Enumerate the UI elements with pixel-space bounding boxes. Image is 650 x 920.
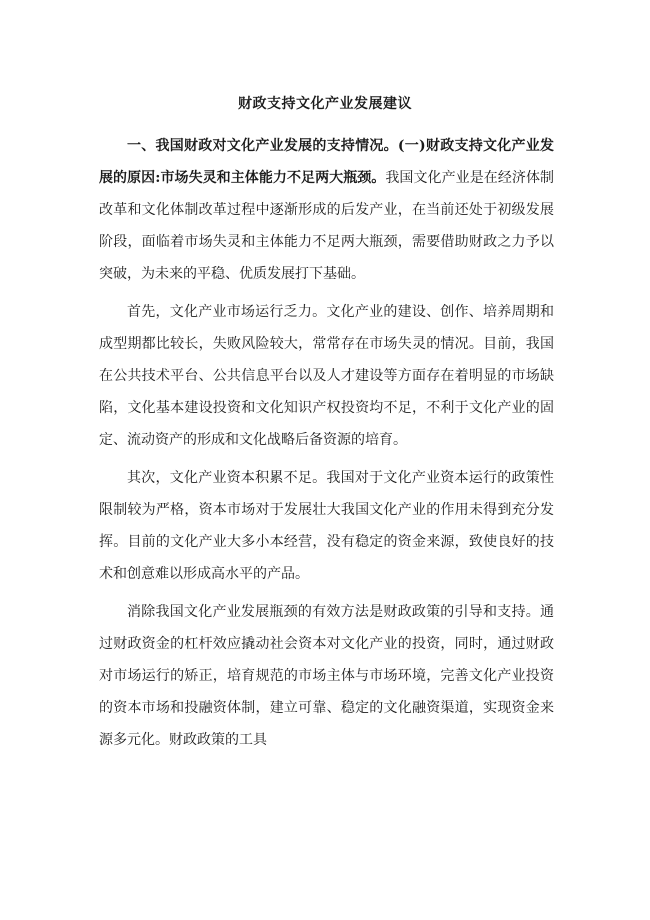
paragraph-3: 其次，文化产业资本积累不足。我国对于文化产业资本运行的政策性限制较为严格，资本市场对于发展壮大我国文化产业的作用未得到充分发挥。目前的文化产业大多小本经营，没有稳定的资金来源，致使良好的技术和创意难以形成高水平的产品。 — [99, 470, 554, 582]
paragraph-1 — [99, 130, 554, 290]
paragraph-4: 消除我国文化产业发展瓶颈的有效方法是财政政策的引导和支持。通过财政资金的杠杆效应撬动社会资本对文化产业的投资，同时，通过财政对市场运行的矫正，培育规范的市场主体与市场环境，完善文化产业投资的资本市场和投融资体制，建立可靠、稳定的文化融资渠道，实现资金来源多元化。财政政策的工具 — [99, 604, 554, 748]
section-heading: 一、我国财政对文化产业发展的支持情况。(一)财政支持文化产业发展的原因:市场失灵和主体能力不足两大瓶颈。 — [99, 138, 554, 186]
document-body — [99, 130, 554, 762]
paragraph-1-text: 我国文化产业是在经济体制改革和文化体制改革过程中逐渐形成的后发产业，在当前还处于初级发展阶段，面临着市场失灵和主体能力不足两大瓶颈，需要借助财政之力予以突破，为未来的平稳、优质发展打下基础。 — [99, 170, 555, 282]
paragraph-2: 首先，文化产业市场运行乏力。文化产业的建设、创作、培养周期和成型期都比较长，失败风险较大，常常存在市场失灵的情况。目前，我国在公共技术平台、公共信息平台以及人才建设等方面存在着明显的市场缺陷，文化基本建设投资和文化知识产权投资均不足，不利于文化产业的固定、流动资产的形成和文化战略后备资源的培育。 — [99, 304, 554, 448]
document-title: 财政支持文化产业发展建议 — [238, 96, 412, 112]
